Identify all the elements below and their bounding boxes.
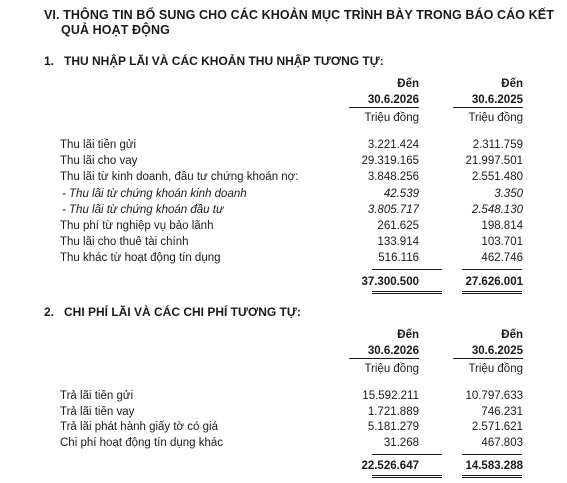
row-label: Thu lãi cho vay — [60, 155, 138, 168]
income-subtotal-rule — [372, 269, 442, 270]
row-label: Thu lãi từ kinh doanh, đầu tư chứng khoán nợ: — [60, 171, 299, 184]
income-col2-unit: Triệu đồng — [468, 112, 523, 124]
row-value-col2: 10.797.633 — [465, 390, 523, 402]
expense-heading: 2. CHI PHÍ LÃI VÀ CÁC CHI PHÍ TƯƠNG TỰ: — [44, 305, 301, 319]
income-total-col2: 27.626.001 — [465, 276, 523, 288]
expense-subtotal-rule — [372, 454, 442, 455]
row-label: - Thu lãi từ chứng khoán đầu tư — [62, 203, 224, 216]
row-value-col1: 3.805.717 — [367, 203, 419, 216]
row-value-col2: 103.701 — [481, 236, 523, 249]
income-col1-date: 30.6.2026 — [349, 94, 419, 108]
row-value-col2: 198.814 — [481, 220, 523, 232]
row-value-col1: 42.539 — [383, 187, 419, 200]
row-value-col1: 15.592.211 — [362, 390, 419, 402]
expense-total-col1: 22.526.647 — [361, 460, 419, 472]
expense-col1-date: 30.6.2026 — [349, 345, 419, 359]
row-label: Thu lãi tiền gửi — [60, 139, 137, 151]
row-label: Trả lãi tiền gửi — [60, 390, 134, 402]
row-value-col2: 2.551.480 — [471, 171, 523, 184]
expense-col2-label: Đến — [501, 329, 523, 341]
row-value-col2: 2.571.621 — [471, 421, 523, 434]
income-heading: 1. THU NHẬP LÃI VÀ CÁC KHOẢN THU NHẬP TƯƠNG TỰ: — [44, 54, 384, 68]
income-subtotal-rule — [462, 269, 522, 270]
row-value-col1: 31.268 — [383, 436, 419, 449]
row-value-col1: 133.914 — [377, 236, 419, 249]
expense-col1-label: Đến — [397, 329, 419, 341]
row-value-col1: 29.319.165 — [361, 155, 419, 168]
row-value-col1: 5.181.279 — [367, 421, 419, 434]
row-value-col2: 3.350 — [494, 187, 523, 200]
row-label: Thu khác từ hoạt động tín dụng — [60, 252, 221, 265]
income-col2-date: 30.6.2025 — [453, 94, 523, 108]
row-value-col2: 462.746 — [481, 252, 523, 265]
income-total-rule — [372, 291, 442, 294]
row-value-col1: 1.721.889 — [367, 405, 419, 418]
income-total-col1: 37.300.500 — [361, 276, 419, 288]
expense-subtotal-rule — [462, 454, 522, 455]
row-value-col2: 2.311.759 — [472, 139, 523, 151]
row-value-col1: 516.116 — [378, 252, 419, 265]
section-title — [44, 8, 554, 37]
row-label: - Thu lãi từ chứng khoán kinh doanh — [62, 187, 247, 200]
row-value-col1: 3.848.256 — [367, 171, 419, 184]
row-value-col2: 746.231 — [481, 405, 523, 418]
income-total-rule — [462, 291, 522, 294]
expense-col2-unit: Triệu đồng — [468, 363, 523, 375]
expense-col1-unit: Triệu đồng — [364, 363, 419, 375]
section-title-line2: QUẢ HOẠT ĐỘNG — [61, 23, 170, 37]
row-value-col2: 467.803 — [481, 436, 523, 449]
expense-total-col2: 14.583.288 — [465, 460, 523, 472]
row-value-col2: 2.548.130 — [471, 203, 523, 216]
row-label: Thu lãi cho thuê tài chính — [60, 236, 189, 249]
row-value-col2: 21.997.501 — [465, 155, 523, 168]
expense-total-rule — [372, 475, 442, 478]
row-label: Thu phí từ nghiệp vụ bảo lãnh — [60, 220, 214, 232]
row-label: Trả lãi phát hành giấy tờ có giá — [60, 421, 218, 434]
row-label: Trả lãi tiền vay — [60, 405, 135, 418]
income-col2-label: Đến — [501, 78, 523, 90]
row-label: Chi phí hoạt động tín dụng khác — [60, 436, 224, 449]
row-value-col1: 3.221.424 — [367, 139, 419, 151]
income-col1-unit: Triệu đồng — [364, 112, 419, 124]
expense-col2-date: 30.6.2025 — [453, 345, 523, 359]
section-title-line1: VI. THÔNG TIN BỔ SUNG CHO CÁC KHOẢN MỤC TRÌNH BÀY TRONG BÁO CÁO KẾT — [44, 8, 554, 22]
income-col1-label: Đến — [397, 78, 419, 90]
row-value-col1: 261.625 — [377, 220, 419, 232]
expense-total-rule — [462, 475, 522, 478]
